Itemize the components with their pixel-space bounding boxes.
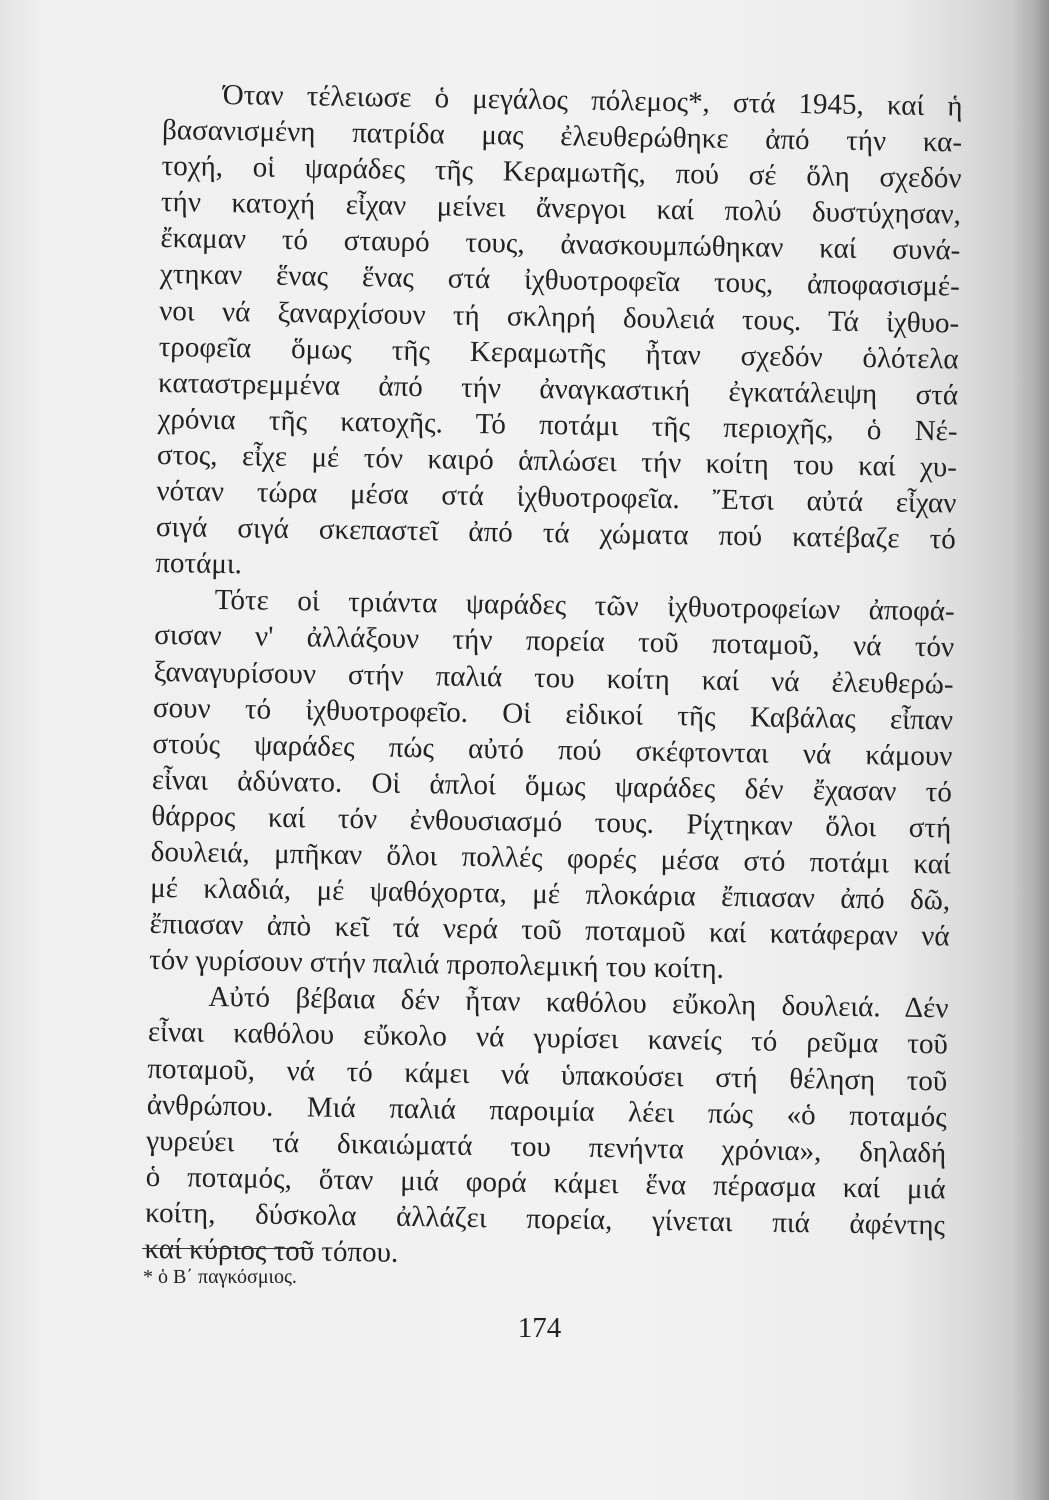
text-line: σουν τό ἰχθυοτροφεῖο. Οἱ εἰδικοί τῆς Καβάλας εἶπαν (152, 691, 954, 737)
text-line: ποτάμι. (155, 547, 243, 581)
text-line: νοι νά ξαναρχίσουν τή σκληρή δουλειά τους. Τά ἰχθυο- (159, 294, 960, 340)
text-line: μέ κλαδιά, μέ ψαθόχορτα, μέ πλοκάρια ἔπιασαν ἀπό δῶ, (149, 871, 951, 917)
text-line: ἔπιασαν ἀπὸ κεῖ τά νερά τοῦ ποταμοῦ καί κατάφεραν νά (149, 908, 950, 953)
text-line: ἀνθρώπου. Μιά παλιά παροιμία λέει πώς «ὁ ποταμός (146, 1088, 947, 1134)
footnote-divider (142, 1248, 314, 1249)
text-line: θάρρος καί τόν ἐνθουσιασμό τους. Ρίχτηκαν ὅλοι στή (151, 799, 952, 845)
text-line: τροφεῖα ὅμως τῆς Κεραμωτῆς ἦταν σχεδόν ὁλότελα (158, 330, 959, 376)
text-line: ὁ ποταμός, ὅταν μιά φορά κάμει ἕνα πέρασμα καί μιά (145, 1160, 946, 1206)
text-line: νόταν τώρα μέσα στά ἰχθυοτροφεῖα. Ἔτσι αὐτά εἶχαν (156, 474, 957, 520)
page-number: 174 (517, 1312, 562, 1344)
text-line: τόν γυρίσουν στήν παλιά προπολεμική του κοίτη. (148, 944, 725, 986)
text-line: καταστρεμμένα ἀπό τήν ἀναγκαστική ἐγκατάλειψη στά (157, 366, 959, 412)
text-line: ξαναγυρίσουν στήν παλιά του κοίτη καί νά ἐλευθερώ- (153, 655, 954, 700)
text-line: στος, εἶχε μέ τόν καιρό ἁπλώσει τήν κοίτη του καί χυ- (156, 438, 958, 484)
body-text (144, 76, 963, 1280)
text-line: δουλειά, μπῆκαν ὅλοι πολλές φορές μέσα στό ποτάμι καί (150, 835, 951, 881)
text-line: ποταμοῦ, νά τό κάμει νά ὑπακούσει στή θέληση τοῦ (147, 1052, 948, 1097)
text-line: ἔκαμαν τό σταυρό τους, ἀνασκουμπώθηκαν καί συνά- (160, 222, 961, 267)
text-line: τοχή, οἱ ψαράδες τῆς Κεραμωτῆς, πού σέ ὅλη σχεδόν (161, 150, 962, 195)
text-line: Τότε οἱ τριάντα ψαράδες τῶν ἰχθυοτροφείων ἀποφά- (214, 584, 955, 628)
text-line: εἶναι ἀδύνατο. Οἱ ἁπλοί ὅμως ψαράδες δέν ἔχασαν τό (151, 763, 953, 809)
text-line: βασανισμένη πατρίδα μας ἐλευθερώθηκε ἀπό τήν κα- (161, 114, 963, 159)
page-binding-shadow (1013, 0, 1049, 1500)
text-line: Όταν τέλειωσε ὁ μεγάλος πόλεμος*, στά 1945, καί ἡ (222, 78, 963, 123)
text-line: χρόνια τῆς κατοχῆς. Τό ποτάμι τῆς περιοχῆς, ὁ Νέ- (157, 402, 958, 448)
text-line: Αὐτό βέβαια δέν ἦταν καθόλου εὔκολη δουλειά. Δέν (208, 981, 949, 1025)
text-line: κοίτη, δύσκολα ἀλλάζει πορεία, γίνεται πιά ἀφέντης (144, 1196, 946, 1242)
text-line: σιγά σιγά σκεπαστεῖ ἀπό τά χώματα πού κατέβαζε τό (155, 511, 957, 556)
footnote: * ὁ Β΄ παγκόσμιος. (143, 1266, 297, 1288)
text-line: σισαν ν' ἀλλάξουν τήν πορεία τοῦ ποταμοῦ, νά τόν (153, 619, 955, 664)
text-line: τήν κατοχή εἶχαν μείνει ἄνεργοι καί πολύ δυστύχησαν, (160, 186, 962, 231)
text-line: χτηκαν ἕνας ἕνας στά ἰχθυοτροφεῖα τους, ἀποφασισμέ- (159, 258, 961, 304)
text-line: στούς ψαράδες πώς αὐτό πού σκέφτονται νά κάμουν (152, 727, 953, 773)
text-line: καί κύριος τοῦ τόπου. (144, 1232, 399, 1269)
text-line: γυρεύει τά δικαιώματά του πενήντα χρόνια», δηλαδή (146, 1124, 947, 1170)
text-line: εἶναι καθόλου εὔκολο νά γυρίσει κανείς τό ρεῦμα τοῦ (147, 1016, 949, 1061)
